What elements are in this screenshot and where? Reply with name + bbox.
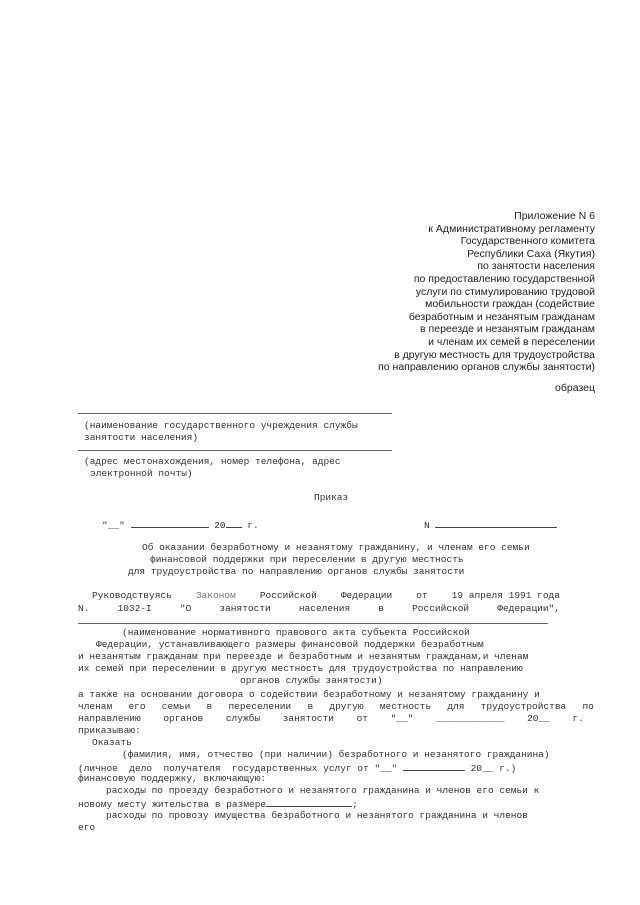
address-line [78,450,392,451]
appendix-line: по занятости населения [477,260,595,273]
word: ____________ [436,713,505,724]
word: занятости [282,713,334,724]
law-link[interactable]: Законом [195,590,236,601]
regional-act-note: Федерации, устанавливающего размеры финансовой поддержки безработным [96,639,484,650]
order-word: приказываю: [78,725,141,736]
word: N. [78,603,90,614]
word: переселении [228,701,292,712]
file-year: 20__ [470,763,494,774]
word: в [206,701,213,712]
year-field [226,518,242,528]
property-expenses-line: расходы по провозу имущества безработного и незанятого гражданина и членов [106,810,528,821]
month-field [131,518,209,528]
word: органов [163,713,204,724]
year-prefix: 20 [214,520,226,531]
order-date-line [102,518,259,532]
word: членам [78,701,113,712]
number-field [435,518,557,528]
word: по [582,701,594,712]
word: "О [179,603,192,614]
word: 1032-I [117,603,152,614]
appendix-line: Приложение N 6 [514,210,595,222]
guided-line [92,590,560,602]
provide-word: Оказать [92,737,132,748]
word: "__" [390,713,414,724]
punct: ; [352,799,358,810]
year-suffix: г. [247,520,259,531]
word: службы [225,713,261,724]
word: Российской [412,603,470,614]
number-label: N [424,520,430,531]
word: для [447,701,465,712]
word: его [128,701,146,712]
word: 19 апреля 1991 года [451,590,560,601]
institution-note-line: (наименование государственного учреждения службы [84,420,358,431]
basis-line [78,713,584,725]
appendix-line: Государственного комитета [460,235,595,248]
file-date-field [403,761,465,771]
appendix-line: по предоставлению государственной [413,272,595,285]
word: в [307,701,314,712]
word: Руководствуясь [92,590,172,601]
word: от [416,590,428,601]
personal-file-text: (личное дело получателя государственных услуг от "__" [78,763,398,774]
appendix-line: в переезде и незанятым гражданам [420,323,595,336]
regional-act-note: и незанятым гражданам при переезде и безработным и незанятым гражданам,и членам [78,651,529,662]
appendix-line: к Административному регламенту [428,222,595,235]
word: направлению [78,713,141,724]
address-note-line: электронной почты) [90,468,193,479]
word: трудоустройства [480,701,567,712]
word: занятости [219,603,271,614]
regional-act-note: (наименование нормативного правового акта субъекта Российской [122,627,470,638]
regional-act-note: органов службы занятости) [240,675,383,686]
appendix-line: безработным и незанятым гражданам [408,310,595,323]
order-title: Приказ [314,492,349,503]
day-field: "__" [102,520,125,531]
word: местность [379,701,432,712]
property-expenses-line: его [78,822,96,833]
appendix-line: и членам их семей в переселении [428,335,595,348]
appendix-header [295,210,595,374]
institution-name-line [78,413,392,414]
word: Федерации", [497,603,560,614]
regional-act-line [78,623,548,624]
travel-amount-label: новому месту жительства в размере [78,799,267,810]
word: другую [329,701,364,712]
word: г. [572,713,584,724]
guided-line [78,603,560,615]
basis-line [78,701,594,713]
appendix-line: по направлению органов службы занятости) [378,361,595,374]
citizen-note: (фамилия, имя, отчество (при наличии) безработного и незанятого гражданина) [122,749,550,760]
word: от [356,713,369,724]
travel-expenses-line: расходы по проезду безработного и незанятого гражданина и членов его семьи к [106,785,540,796]
institution-note-line: занятости населения) [84,432,199,443]
regional-act-note: их семей при переселении в другую местность для трудоустройства по направлению [78,663,523,674]
word: Российской [259,590,317,601]
appendix-line: Республики Саха (Якутия) [467,247,595,260]
travel-amount-field [266,797,352,807]
word: семьи [161,701,191,712]
subject-line: Об оказании безработному и незанятому гражданину, и членам его семьи [142,542,530,553]
subject-line: финансовой поддержки при переселении в другую местность [150,554,464,565]
appendix-line: услуги по стимулированию трудовой [415,285,595,298]
file-end: г.) [499,763,517,774]
travel-expenses-line [78,797,358,811]
word: 20__ [527,713,550,724]
word: населения [298,603,351,614]
appendix-line: в другую местность для трудоустройства [394,348,595,361]
word: Федерации [340,590,393,601]
basis-line: а также на основании договора о содействии безработному и незанятому гражданину и [78,689,540,700]
support-incl: финансовую поддержку, включающую: [78,773,267,784]
word: в [378,603,384,614]
address-note-line: (адрес местонахождения, номер телефона, адрес [84,456,341,467]
sample-label: образец [555,382,595,394]
appendix-line: мобильности граждан (содействие [425,298,595,311]
subject-line: для трудоустройства по направлению органов службы занятости [128,566,465,577]
order-number-line [424,518,557,532]
